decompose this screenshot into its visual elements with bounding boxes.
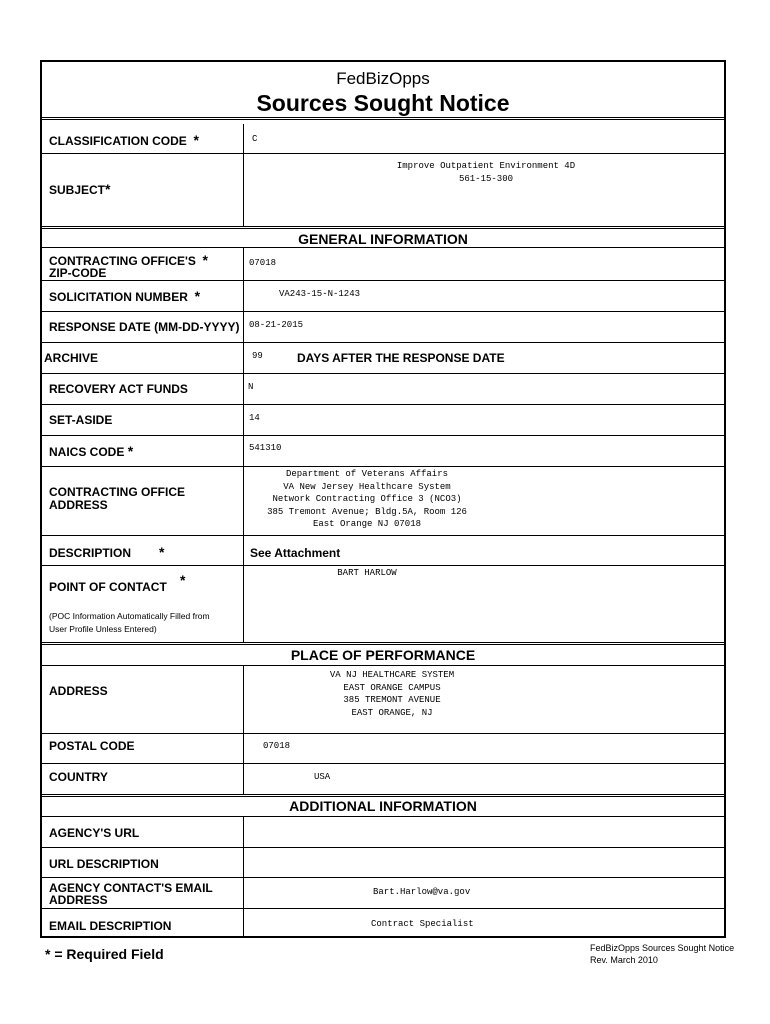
required-asterisk: *: [159, 544, 165, 560]
archive-suffix: DAYS AFTER THE RESPONSE DATE: [297, 351, 505, 365]
required-asterisk: *: [180, 572, 186, 588]
postal-code-label: POSTAL CODE: [49, 739, 135, 753]
divider: [42, 794, 724, 797]
divider: [42, 247, 724, 248]
section-place-of-performance: PLACE OF PERFORMANCE: [290, 647, 476, 663]
url-description-label: URL DESCRIPTION: [49, 857, 159, 871]
place-address-label: ADDRESS: [49, 684, 108, 698]
divider: [42, 642, 724, 645]
archive-value[interactable]: 99: [252, 351, 263, 361]
set-aside-value[interactable]: 14: [249, 413, 260, 423]
divider: [42, 816, 724, 817]
divider: [42, 153, 724, 154]
divider: [42, 877, 724, 878]
required-asterisk: *: [202, 252, 208, 268]
divider: [42, 226, 724, 229]
zip-code-value[interactable]: 07018: [249, 258, 277, 268]
agency-url-label: AGENCY'S URL: [49, 826, 140, 840]
email-description-label: EMAIL DESCRIPTION: [49, 919, 172, 933]
subject-label: SUBJECT*: [49, 181, 111, 197]
divider: [42, 733, 724, 734]
form-title: Sources Sought Notice: [256, 90, 510, 116]
divider: [42, 565, 724, 566]
description-value[interactable]: See Attachment: [250, 546, 341, 560]
divider: [42, 435, 724, 436]
description-label: DESCRIPTION *: [49, 544, 165, 560]
email-description-value[interactable]: Contract Specialist: [371, 919, 474, 929]
point-of-contact-value[interactable]: BART HARLOW: [337, 568, 397, 578]
divider: [42, 311, 724, 312]
archive-label: ARCHIVE: [44, 351, 99, 365]
classification-code-label: CLASSIFICATION CODE *: [49, 132, 199, 148]
zip-code-label: CONTRACTING OFFICE'S * ZIP-CODE: [49, 252, 208, 280]
section-additional-information: ADDITIONAL INFORMATION: [289, 798, 477, 814]
divider: [42, 373, 724, 374]
divider: [42, 117, 724, 120]
required-field-legend: * = Required Field: [45, 946, 164, 962]
recovery-act-label: RECOVERY ACT FUNDS: [49, 382, 188, 396]
column-divider: [243, 816, 244, 938]
naics-code-label: NAICS CODE *: [49, 443, 134, 459]
solicitation-number-label: SOLICITATION NUMBER *: [49, 288, 201, 304]
required-asterisk: *: [194, 288, 201, 304]
column-divider: [243, 247, 244, 642]
response-date-value[interactable]: 08-21-2015: [249, 320, 304, 330]
agency-email-value[interactable]: Bart.Harlow@va.gov: [373, 887, 471, 897]
country-label: COUNTRY: [49, 770, 108, 784]
divider: [42, 404, 724, 405]
response-date-label: RESPONSE DATE (MM-DD-YYYY): [49, 320, 240, 334]
country-value[interactable]: USA: [314, 772, 331, 782]
naics-code-value[interactable]: 541310: [249, 443, 282, 453]
divider: [42, 908, 724, 909]
required-asterisk: *: [127, 443, 134, 459]
solicitation-number-value[interactable]: VA243-15-N-1243: [279, 289, 361, 299]
set-aside-label: SET-ASIDE: [49, 413, 113, 427]
divider: [42, 763, 724, 764]
section-general-information: GENERAL INFORMATION: [298, 231, 468, 247]
required-asterisk: *: [105, 181, 111, 197]
form-brand: FedBizOpps: [336, 69, 430, 88]
office-address-label: CONTRACTING OFFICE ADDRESS: [49, 485, 185, 512]
divider: [42, 280, 724, 281]
divider: [42, 847, 724, 848]
divider: [42, 535, 724, 536]
subject-value[interactable]: Improve Outpatient Environment 4D 561-15-300: [396, 161, 576, 184]
office-address-value[interactable]: Department of Veterans Affairs VA New Jersey Healthcare System Network Contracting Office 3 (NCO3) 385 Tremont Avenue; Bldg.5A, Room 126 East Orange NJ 07018: [267, 469, 467, 529]
agency-email-label: AGENCY CONTACT'S EMAIL ADDRESS: [49, 881, 213, 907]
place-address-value[interactable]: VA NJ HEALTHCARE SYSTEM EAST ORANGE CAMPUS 385 TREMONT AVENUE EAST ORANGE, NJ: [329, 670, 455, 718]
divider: [42, 466, 724, 467]
divider: [42, 342, 724, 343]
footer-form-info: FedBizOpps Sources Sought Notice Rev. March 2010: [590, 943, 735, 965]
point-of-contact-label: POINT OF CONTACT *: [49, 572, 186, 594]
required-asterisk: *: [193, 132, 199, 148]
divider: [42, 665, 724, 666]
poc-note: (POC Information Automatically Filled from User Profile Unless Entered): [49, 611, 210, 634]
recovery-act-value[interactable]: N: [248, 382, 254, 392]
classification-code-value[interactable]: C: [252, 134, 258, 144]
sources-sought-form: [40, 60, 726, 938]
postal-code-value[interactable]: 07018: [263, 741, 291, 751]
